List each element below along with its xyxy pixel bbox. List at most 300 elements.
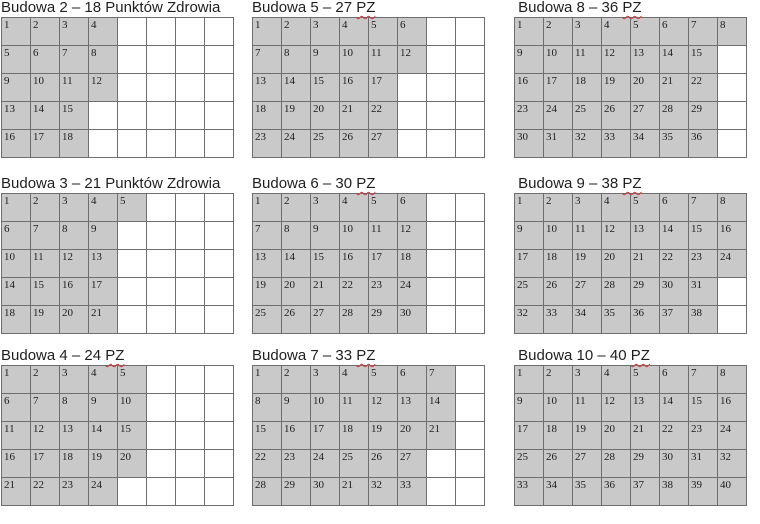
hp-cell: 19 xyxy=(602,74,631,102)
hp-cell: 11 xyxy=(31,250,60,278)
empty-cell xyxy=(205,102,234,130)
hp-cell: 12 xyxy=(602,222,631,250)
hp-cell: 12 xyxy=(602,46,631,74)
hp-cell: 3 xyxy=(573,194,602,222)
hp-cell: 6 xyxy=(2,222,31,250)
hp-cell: 24 xyxy=(89,478,118,506)
empty-cell xyxy=(398,102,427,130)
hp-cell: 1 xyxy=(2,366,31,394)
hp-cell: 1 xyxy=(515,18,544,46)
empty-cell xyxy=(118,74,147,102)
hp-cell: 8 xyxy=(60,222,89,250)
hp-cell: 2 xyxy=(544,194,573,222)
hp-cell: 35 xyxy=(573,478,602,506)
empty-cell xyxy=(398,130,427,158)
hp-cell: 5 xyxy=(631,194,660,222)
hp-cell: 3 xyxy=(60,18,89,46)
hp-cell: 8 xyxy=(60,394,89,422)
empty-cell xyxy=(205,74,234,102)
budowa-7-section xyxy=(252,348,486,506)
hp-cell: 20 xyxy=(118,450,147,478)
hp-cell: 33 xyxy=(515,478,544,506)
hp-cell: 15 xyxy=(311,74,340,102)
hp-cell: 28 xyxy=(602,278,631,306)
hp-cell: 24 xyxy=(282,130,311,158)
hp-cell: 5 xyxy=(631,18,660,46)
hp-cell: 29 xyxy=(282,478,311,506)
hp-cell: 27 xyxy=(631,102,660,130)
empty-cell xyxy=(147,250,176,278)
budowa-9-section xyxy=(514,176,748,334)
hp-cell: 25 xyxy=(253,306,282,334)
hp-cell: 9 xyxy=(515,46,544,74)
budowa-8-section xyxy=(514,0,748,158)
hp-cell: 13 xyxy=(631,394,660,422)
hp-cell: 4 xyxy=(340,366,369,394)
empty-cell xyxy=(205,422,234,450)
empty-cell xyxy=(205,46,234,74)
hp-cell: 13 xyxy=(631,46,660,74)
hp-cell: 17 xyxy=(515,250,544,278)
hp-cell: 5 xyxy=(631,366,660,394)
hp-cell: 8 xyxy=(282,46,311,74)
hp-cell: 23 xyxy=(369,278,398,306)
hp-cell: 21 xyxy=(660,74,689,102)
empty-cell xyxy=(89,130,118,158)
hp-cell: 12 xyxy=(31,422,60,450)
empty-cell xyxy=(147,46,176,74)
hp-cell: 5 xyxy=(2,46,31,74)
hp-cell: 1 xyxy=(515,366,544,394)
title-text: Budowa 10 – 40 xyxy=(514,347,631,364)
budowa-9-health-table xyxy=(514,193,747,334)
hp-cell: 9 xyxy=(282,394,311,422)
hp-cell: 16 xyxy=(282,422,311,450)
title-text: Budowa 8 – 36 xyxy=(514,0,623,16)
budowa-2-health-table xyxy=(1,17,234,158)
hp-cell: 5 xyxy=(118,366,147,394)
hp-cell: 4 xyxy=(340,18,369,46)
hp-cell: 7 xyxy=(31,394,60,422)
hp-cell: 12 xyxy=(369,394,398,422)
empty-cell xyxy=(176,194,205,222)
hp-cell: 10 xyxy=(31,74,60,102)
empty-cell xyxy=(456,450,485,478)
hp-cell: 7 xyxy=(689,366,718,394)
hp-cell: 13 xyxy=(253,74,282,102)
hp-cell: 28 xyxy=(660,102,689,130)
budowa-10-section xyxy=(514,348,748,506)
hp-cell: 11 xyxy=(573,222,602,250)
hp-cell: 23 xyxy=(689,422,718,450)
hp-cell: 10 xyxy=(544,46,573,74)
empty-cell xyxy=(176,46,205,74)
budowa-3-health-table xyxy=(1,193,234,334)
hp-cell: 23 xyxy=(515,102,544,130)
empty-cell xyxy=(176,278,205,306)
budowa-3-title xyxy=(1,176,235,193)
hp-cell: 21 xyxy=(631,422,660,450)
empty-cell xyxy=(176,478,205,506)
hp-cell: 7 xyxy=(689,194,718,222)
empty-cell xyxy=(456,478,485,506)
hp-cell: 1 xyxy=(253,194,282,222)
hp-cell: 4 xyxy=(602,18,631,46)
hp-cell: 36 xyxy=(602,478,631,506)
hp-cell: 31 xyxy=(689,450,718,478)
hp-cell: 18 xyxy=(398,250,427,278)
budowa-8-health-table xyxy=(514,17,747,158)
hp-cell: 21 xyxy=(427,422,456,450)
title-text: Budowa 3 – 21 Punktów Zdrowia xyxy=(1,175,221,192)
hp-cell: 16 xyxy=(2,130,31,158)
hp-cell: 15 xyxy=(253,422,282,450)
hp-cell: 25 xyxy=(515,278,544,306)
empty-cell xyxy=(427,74,456,102)
budowa-7-health-table xyxy=(252,365,485,506)
hp-cell: 20 xyxy=(282,278,311,306)
empty-cell xyxy=(456,222,485,250)
hp-cell: 15 xyxy=(689,394,718,422)
empty-cell xyxy=(176,422,205,450)
hp-cell: 4 xyxy=(89,194,118,222)
empty-cell xyxy=(205,306,234,334)
hp-cell: 14 xyxy=(31,102,60,130)
hp-cell: 2 xyxy=(31,366,60,394)
hp-cell: 11 xyxy=(369,222,398,250)
empty-cell xyxy=(427,306,456,334)
empty-cell xyxy=(427,102,456,130)
hp-cell: 26 xyxy=(282,306,311,334)
title-text: Budowa 2 – 18 Punktów Zdrowia xyxy=(1,0,221,16)
hp-cell: 22 xyxy=(369,102,398,130)
budowa-5-health-table xyxy=(252,17,485,158)
hp-cell: 23 xyxy=(253,130,282,158)
empty-cell xyxy=(427,278,456,306)
empty-cell xyxy=(205,18,234,46)
hp-cell: 26 xyxy=(544,278,573,306)
hp-cell: 9 xyxy=(89,222,118,250)
hp-cell: 3 xyxy=(60,366,89,394)
hp-cell: 21 xyxy=(340,102,369,130)
empty-cell xyxy=(718,278,747,306)
empty-cell xyxy=(456,422,485,450)
hp-cell: 36 xyxy=(689,130,718,158)
hp-cell: 13 xyxy=(631,222,660,250)
empty-cell xyxy=(456,194,485,222)
spellcheck-underlined-text: PZ xyxy=(356,175,376,192)
hp-cell: 26 xyxy=(602,102,631,130)
hp-cell: 27 xyxy=(398,450,427,478)
hp-cell: 14 xyxy=(660,46,689,74)
budowa-6-health-table xyxy=(252,193,485,334)
hp-cell: 17 xyxy=(515,422,544,450)
empty-cell xyxy=(205,394,234,422)
empty-cell xyxy=(147,306,176,334)
hp-cell: 6 xyxy=(398,366,427,394)
hp-cell: 9 xyxy=(2,74,31,102)
hp-cell: 19 xyxy=(369,422,398,450)
hp-cell: 28 xyxy=(602,450,631,478)
hp-cell: 6 xyxy=(2,394,31,422)
hp-cell: 31 xyxy=(544,130,573,158)
hp-cell: 13 xyxy=(89,250,118,278)
hp-cell: 16 xyxy=(515,74,544,102)
empty-cell xyxy=(147,102,176,130)
hp-cell: 9 xyxy=(515,394,544,422)
hp-cell: 32 xyxy=(515,306,544,334)
empty-cell xyxy=(147,74,176,102)
empty-cell xyxy=(176,18,205,46)
hp-cell: 1 xyxy=(2,18,31,46)
empty-cell xyxy=(718,102,747,130)
empty-cell xyxy=(118,46,147,74)
title-text: Budowa 6 – 30 xyxy=(252,175,357,192)
budowa-3-section xyxy=(1,176,235,334)
budowa-9-title xyxy=(514,176,748,193)
empty-cell xyxy=(147,130,176,158)
hp-cell: 14 xyxy=(282,74,311,102)
hp-cell: 6 xyxy=(660,366,689,394)
hp-cell: 13 xyxy=(253,250,282,278)
hp-cell: 29 xyxy=(631,278,660,306)
empty-cell xyxy=(456,250,485,278)
hp-cell: 19 xyxy=(89,450,118,478)
hp-cell: 16 xyxy=(340,74,369,102)
title-text: Budowa 5 – 27 xyxy=(252,0,357,16)
hp-cell: 9 xyxy=(89,394,118,422)
hp-cell: 27 xyxy=(369,130,398,158)
hp-cell: 21 xyxy=(89,306,118,334)
hp-cell: 3 xyxy=(573,366,602,394)
hp-cell: 19 xyxy=(573,250,602,278)
spellcheck-underlined-text: PZ xyxy=(622,175,642,192)
hp-cell: 1 xyxy=(253,366,282,394)
empty-cell xyxy=(118,18,147,46)
empty-cell xyxy=(398,74,427,102)
hp-cell: 8 xyxy=(718,194,747,222)
hp-cell: 12 xyxy=(602,394,631,422)
hp-cell: 29 xyxy=(369,306,398,334)
hp-cell: 2 xyxy=(31,194,60,222)
hp-cell: 3 xyxy=(311,194,340,222)
hp-cell: 24 xyxy=(398,278,427,306)
empty-cell xyxy=(427,478,456,506)
hp-cell: 18 xyxy=(60,130,89,158)
empty-cell xyxy=(456,130,485,158)
hp-cell: 26 xyxy=(340,130,369,158)
empty-cell xyxy=(176,306,205,334)
hp-cell: 10 xyxy=(340,222,369,250)
hp-cell: 5 xyxy=(369,18,398,46)
hp-cell: 24 xyxy=(311,450,340,478)
hp-cell: 14 xyxy=(660,394,689,422)
hp-cell: 4 xyxy=(602,366,631,394)
hp-cell: 10 xyxy=(311,394,340,422)
hp-cell: 15 xyxy=(118,422,147,450)
hp-cell: 16 xyxy=(340,250,369,278)
hp-cell: 21 xyxy=(2,478,31,506)
hp-cell: 14 xyxy=(427,394,456,422)
hp-cell: 7 xyxy=(689,18,718,46)
hp-cell: 16 xyxy=(718,394,747,422)
hp-cell: 25 xyxy=(573,102,602,130)
hp-cell: 7 xyxy=(253,46,282,74)
hp-cell: 18 xyxy=(340,422,369,450)
hp-cell: 17 xyxy=(369,74,398,102)
hp-cell: 25 xyxy=(515,450,544,478)
empty-cell xyxy=(718,130,747,158)
hp-cell: 39 xyxy=(689,478,718,506)
empty-cell xyxy=(89,102,118,130)
budowa-7-title xyxy=(252,348,486,365)
budowa-10-health-table xyxy=(514,365,747,506)
budowa-6-title xyxy=(252,176,486,193)
hp-cell: 17 xyxy=(544,74,573,102)
spellcheck-underlined-text: PZ xyxy=(622,0,642,16)
hp-cell: 2 xyxy=(282,194,311,222)
hp-cell: 25 xyxy=(340,450,369,478)
hp-cell: 16 xyxy=(718,222,747,250)
hp-cell: 3 xyxy=(573,18,602,46)
hp-cell: 2 xyxy=(544,18,573,46)
hp-cell: 27 xyxy=(573,278,602,306)
hp-cell: 13 xyxy=(60,422,89,450)
hp-cell: 32 xyxy=(369,478,398,506)
budowa-4-health-table xyxy=(1,365,234,506)
empty-cell xyxy=(427,450,456,478)
hp-cell: 20 xyxy=(602,250,631,278)
hp-cell: 35 xyxy=(602,306,631,334)
hp-cell: 11 xyxy=(573,46,602,74)
hp-cell: 30 xyxy=(660,450,689,478)
empty-cell xyxy=(176,366,205,394)
hp-cell: 17 xyxy=(31,130,60,158)
budowa-6-section xyxy=(252,176,486,334)
hp-cell: 33 xyxy=(398,478,427,506)
hp-cell: 38 xyxy=(660,478,689,506)
empty-cell xyxy=(456,74,485,102)
empty-cell xyxy=(427,18,456,46)
empty-cell xyxy=(205,366,234,394)
hp-cell: 7 xyxy=(427,366,456,394)
hp-cell: 22 xyxy=(253,450,282,478)
empty-cell xyxy=(118,278,147,306)
hp-cell: 8 xyxy=(253,394,282,422)
hp-cell: 3 xyxy=(60,194,89,222)
empty-cell xyxy=(147,194,176,222)
empty-cell xyxy=(427,46,456,74)
hp-cell: 10 xyxy=(340,46,369,74)
hp-cell: 21 xyxy=(340,478,369,506)
hp-cell: 28 xyxy=(340,306,369,334)
empty-cell xyxy=(456,306,485,334)
empty-cell xyxy=(456,394,485,422)
empty-cell xyxy=(118,306,147,334)
hp-cell: 15 xyxy=(689,222,718,250)
empty-cell xyxy=(118,478,147,506)
hp-cell: 40 xyxy=(718,478,747,506)
hp-cell: 6 xyxy=(660,18,689,46)
hp-cell: 19 xyxy=(253,278,282,306)
empty-cell xyxy=(176,222,205,250)
empty-cell xyxy=(205,194,234,222)
hp-cell: 10 xyxy=(544,222,573,250)
empty-cell xyxy=(205,222,234,250)
hp-cell: 12 xyxy=(60,250,89,278)
hp-cell: 23 xyxy=(282,450,311,478)
hp-cell: 2 xyxy=(282,366,311,394)
hp-cell: 12 xyxy=(89,74,118,102)
hp-cell: 29 xyxy=(689,102,718,130)
hp-cell: 28 xyxy=(253,478,282,506)
budowa-2-title xyxy=(1,0,235,17)
hp-cell: 2 xyxy=(282,18,311,46)
hp-cell: 6 xyxy=(31,46,60,74)
hp-cell: 6 xyxy=(660,194,689,222)
hp-cell: 7 xyxy=(31,222,60,250)
hp-cell: 20 xyxy=(602,422,631,450)
hp-cell: 32 xyxy=(718,450,747,478)
empty-cell xyxy=(147,278,176,306)
hp-cell: 20 xyxy=(60,306,89,334)
hp-cell: 26 xyxy=(369,450,398,478)
hp-cell: 15 xyxy=(689,46,718,74)
hp-cell: 36 xyxy=(631,306,660,334)
empty-cell xyxy=(147,366,176,394)
hp-cell: 17 xyxy=(369,250,398,278)
hp-cell: 26 xyxy=(544,450,573,478)
empty-cell xyxy=(176,250,205,278)
hp-cell: 16 xyxy=(60,278,89,306)
hp-cell: 20 xyxy=(311,102,340,130)
hp-cell: 15 xyxy=(31,278,60,306)
hp-cell: 3 xyxy=(311,18,340,46)
empty-cell xyxy=(147,222,176,250)
empty-cell xyxy=(118,102,147,130)
budowa-5-title xyxy=(252,0,486,17)
empty-cell xyxy=(118,222,147,250)
hp-cell: 25 xyxy=(311,130,340,158)
hp-cell: 33 xyxy=(544,306,573,334)
empty-cell xyxy=(176,450,205,478)
empty-cell xyxy=(176,102,205,130)
hp-cell: 13 xyxy=(2,102,31,130)
hp-cell: 23 xyxy=(60,478,89,506)
empty-cell xyxy=(147,18,176,46)
empty-cell xyxy=(456,278,485,306)
hp-cell: 18 xyxy=(544,250,573,278)
hp-cell: 30 xyxy=(660,278,689,306)
hp-cell: 37 xyxy=(660,306,689,334)
empty-cell xyxy=(718,46,747,74)
hp-cell: 11 xyxy=(2,422,31,450)
hp-cell: 8 xyxy=(282,222,311,250)
hp-cell: 29 xyxy=(631,450,660,478)
hp-cell: 13 xyxy=(398,394,427,422)
hp-cell: 21 xyxy=(311,278,340,306)
empty-cell xyxy=(147,450,176,478)
budowa-8-title xyxy=(514,0,748,17)
hp-cell: 5 xyxy=(369,194,398,222)
hp-cell: 38 xyxy=(689,306,718,334)
hp-cell: 14 xyxy=(660,222,689,250)
budowa-10-title xyxy=(514,348,748,365)
hp-cell: 19 xyxy=(573,422,602,450)
hp-cell: 5 xyxy=(118,194,147,222)
empty-cell xyxy=(147,478,176,506)
hp-cell: 1 xyxy=(515,194,544,222)
